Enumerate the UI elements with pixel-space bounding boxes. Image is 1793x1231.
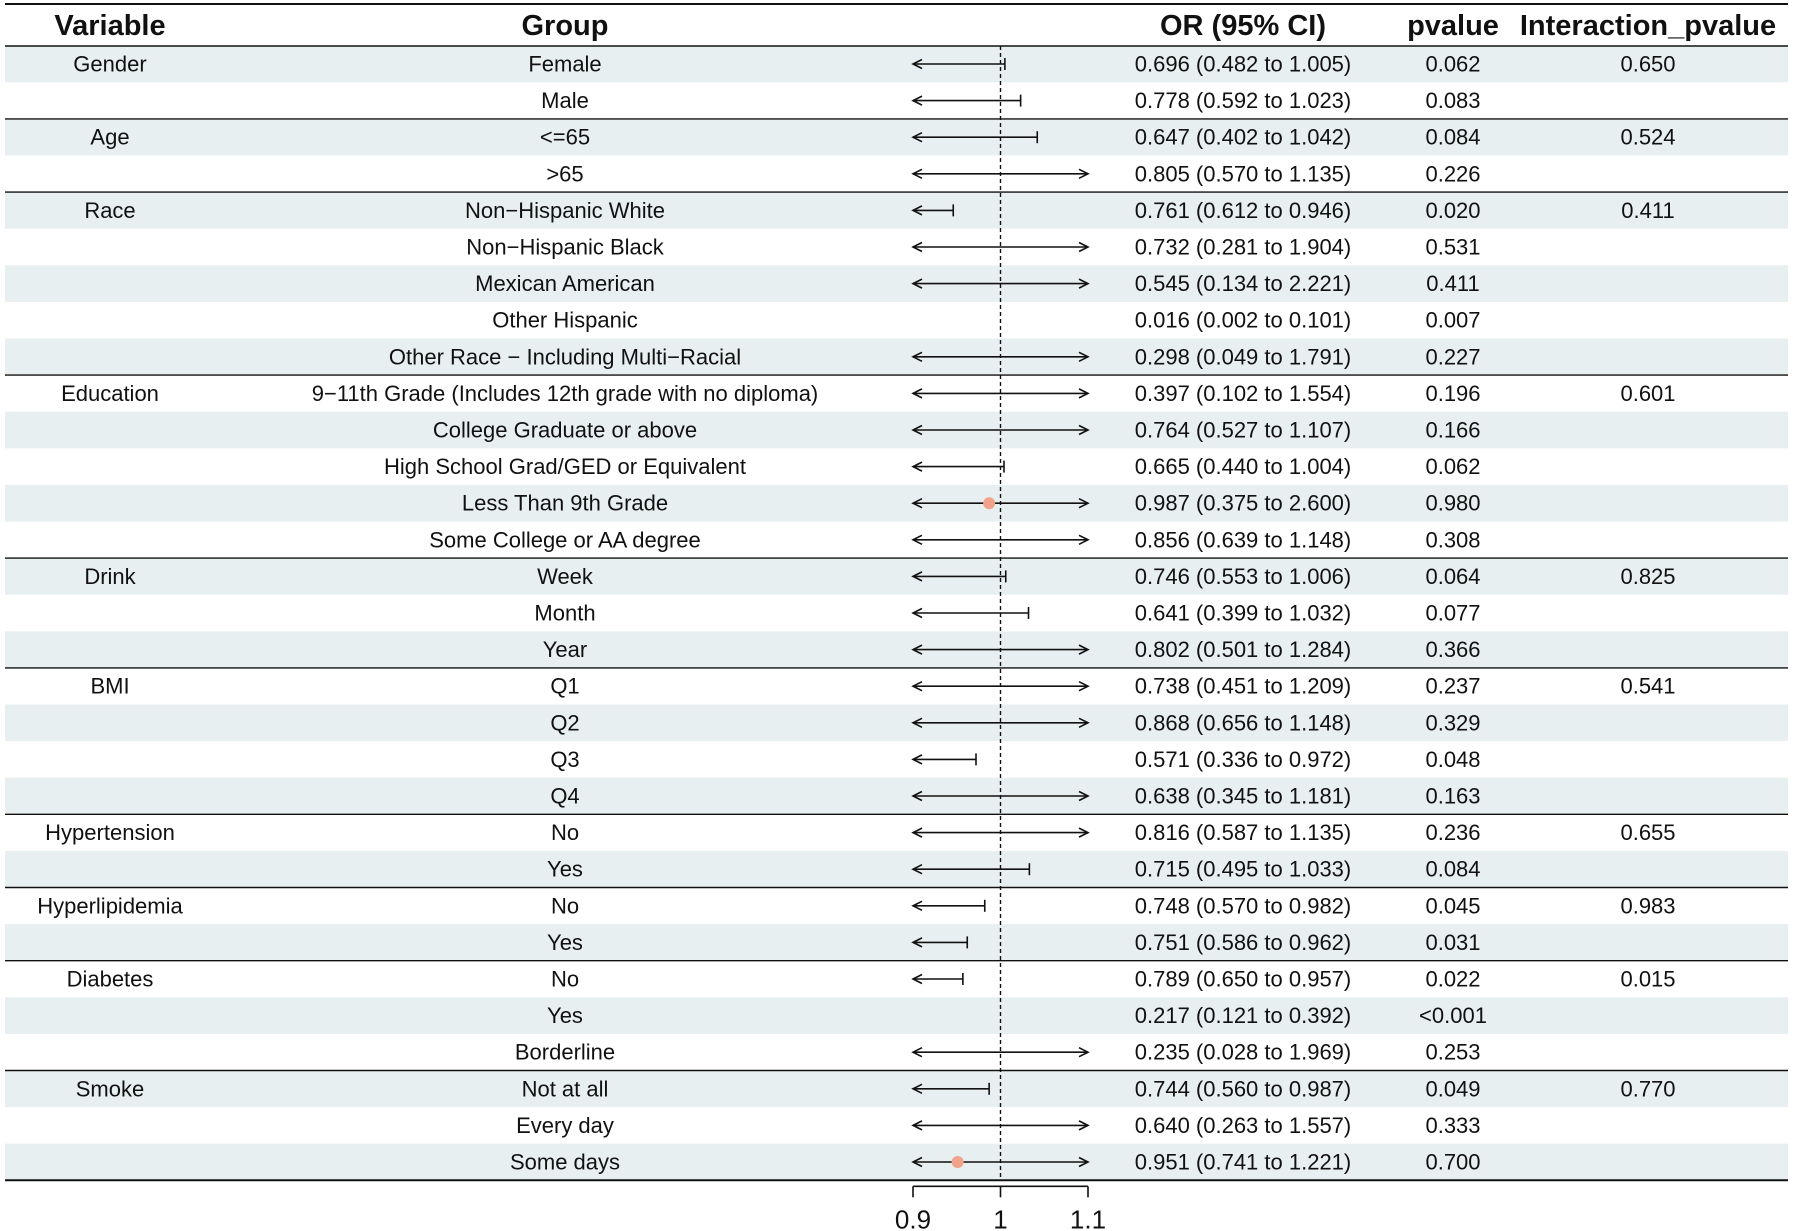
or-ci-text: 0.856 (0.639 to 1.148) [1134, 527, 1352, 553]
or-ci-text: 0.751 (0.586 to 0.962) [1134, 929, 1352, 955]
row-stripe [5, 997, 1788, 1034]
group-label: <=65 [539, 124, 591, 150]
group-label: Less Than 9th Grade [461, 490, 669, 516]
row-stripe [5, 192, 1788, 229]
or-ci-text: 0.638 (0.345 to 1.181) [1134, 783, 1352, 809]
group-label: No [550, 820, 580, 846]
group-label: Yes [547, 929, 583, 955]
group-label: 9−11th Grade (Includes 12th grade with no diploma) [311, 380, 819, 406]
or-ci-text: 0.816 (0.587 to 1.135) [1134, 820, 1352, 846]
pvalue-text: 0.366 [1425, 637, 1481, 663]
pvalue-text: 0.077 [1425, 600, 1481, 626]
or-ci-text: 0.397 (0.102 to 1.554) [1134, 380, 1352, 406]
or-ci-text: 0.805 (0.570 to 1.135) [1134, 161, 1352, 187]
or-point [983, 497, 995, 509]
row-stripe [5, 485, 1788, 522]
group-label: Year [542, 637, 588, 663]
or-ci-text: 0.217 (0.121 to 0.392) [1134, 1003, 1352, 1029]
interaction-pvalue: 0.601 [1620, 380, 1676, 406]
interaction-pvalue: 0.411 [1621, 197, 1675, 223]
pvalue-text: 0.253 [1425, 1039, 1481, 1065]
group-label: Week [537, 563, 593, 589]
group-label: Q3 [550, 746, 580, 772]
row-stripe [5, 631, 1788, 668]
group-label: Q2 [550, 710, 580, 736]
pvalue-text: <0.001 [1419, 1003, 1487, 1029]
group-label: Every day [516, 1112, 614, 1138]
row-stripe [5, 778, 1788, 815]
pvalue-text: 0.045 [1425, 893, 1481, 919]
pvalue-text: 0.048 [1425, 746, 1481, 772]
row-stripe [5, 1071, 1788, 1108]
row-stripe [5, 265, 1788, 302]
row-stripe [5, 119, 1788, 156]
pvalue-text: 0.237 [1425, 673, 1481, 699]
row-stripe [5, 851, 1788, 888]
variable-label: Age [90, 124, 130, 150]
or-ci-text: 0.868 (0.656 to 1.148) [1134, 710, 1352, 736]
group-label: Month [534, 600, 596, 626]
or-ci-text: 0.545 (0.134 to 2.221) [1134, 271, 1352, 297]
pvalue-text: 0.084 [1425, 124, 1481, 150]
interaction-pvalue: 0.524 [1620, 124, 1676, 150]
pvalue-text: 0.022 [1425, 966, 1481, 992]
header-pvalue: pvalue [1407, 10, 1499, 42]
group-label: Male [541, 88, 589, 114]
row-stripe [5, 1144, 1788, 1181]
pvalue-text: 0.020 [1425, 197, 1481, 223]
group-label: Female [528, 51, 602, 77]
pvalue-text: 0.031 [1425, 929, 1481, 955]
or-ci-text: 0.951 (0.741 to 1.221) [1134, 1149, 1352, 1175]
group-label: Other Hispanic [492, 307, 638, 333]
header-group: Group [521, 10, 609, 42]
pvalue-text: 0.236 [1425, 820, 1481, 846]
x-tick-label: 1 [993, 1204, 1008, 1231]
group-label: Q1 [550, 673, 580, 699]
variable-label: Race [84, 197, 136, 223]
header-or: OR (95% CI) [1160, 10, 1326, 42]
group-label: High School Grad/GED or Equivalent [384, 454, 746, 480]
or-ci-text: 0.738 (0.451 to 1.209) [1134, 673, 1352, 699]
x-tick-label: 1.1 [1069, 1204, 1107, 1231]
row-stripe [5, 705, 1788, 742]
or-ci-text: 0.641 (0.399 to 1.032) [1134, 600, 1352, 626]
pvalue-text: 0.064 [1425, 563, 1481, 589]
pvalue-text: 0.411 [1426, 271, 1480, 297]
or-ci-text: 0.987 (0.375 to 2.600) [1134, 490, 1352, 516]
interaction-pvalue: 0.825 [1620, 563, 1676, 589]
group-label: Some days [509, 1149, 621, 1175]
pvalue-text: 0.700 [1425, 1149, 1481, 1175]
row-stripe [5, 339, 1788, 376]
pvalue-text: 0.226 [1425, 161, 1481, 187]
group-label: Q4 [550, 783, 580, 809]
group-label: Other Race − Including Multi−Racial [388, 344, 742, 370]
header-variable: Variable [54, 10, 166, 42]
or-ci-text: 0.647 (0.402 to 1.042) [1134, 124, 1352, 150]
or-ci-text: 0.761 (0.612 to 0.946) [1134, 197, 1352, 223]
interaction-pvalue: 0.015 [1620, 966, 1676, 992]
or-ci-text: 0.746 (0.553 to 1.006) [1134, 563, 1352, 589]
or-ci-text: 0.665 (0.440 to 1.004) [1134, 454, 1352, 480]
group-label: College Graduate or above [432, 417, 698, 443]
or-ci-text: 0.789 (0.650 to 0.957) [1134, 966, 1352, 992]
group-label: >65 [546, 161, 584, 187]
group-label: No [550, 893, 580, 919]
group-label: Non−Hispanic White [465, 197, 665, 223]
row-stripe [5, 924, 1788, 961]
group-label: Some College or AA degree [429, 527, 701, 553]
row-stripe [5, 412, 1788, 449]
or-point [952, 1156, 964, 1168]
group-label: Borderline [514, 1039, 616, 1065]
variable-label: Smoke [75, 1076, 145, 1102]
variable-label: Drink [84, 563, 136, 589]
interaction-pvalue: 0.650 [1620, 51, 1676, 77]
interaction-pvalue: 0.770 [1620, 1076, 1676, 1102]
pvalue-text: 0.083 [1425, 88, 1481, 114]
pvalue-text: 0.196 [1425, 380, 1481, 406]
pvalue-text: 0.163 [1425, 783, 1481, 809]
or-ci-text: 0.016 (0.002 to 0.101) [1134, 307, 1352, 333]
pvalue-text: 0.166 [1425, 417, 1481, 443]
row-stripe [5, 46, 1788, 83]
or-ci-text: 0.744 (0.560 to 0.987) [1134, 1076, 1352, 1102]
variable-label: Gender [73, 51, 147, 77]
row-stripe [5, 558, 1788, 595]
group-label: Yes [547, 856, 583, 882]
pvalue-text: 0.333 [1425, 1112, 1481, 1138]
variable-label: BMI [90, 673, 130, 699]
x-tick-label: 0.9 [894, 1204, 932, 1231]
variable-label: Hyperlipidemia [37, 893, 183, 919]
or-ci-text: 0.715 (0.495 to 1.033) [1134, 856, 1352, 882]
or-ci-text: 0.235 (0.028 to 1.969) [1134, 1039, 1352, 1065]
pvalue-text: 0.308 [1425, 527, 1481, 553]
pvalue-text: 0.062 [1425, 51, 1481, 77]
or-ci-text: 0.802 (0.501 to 1.284) [1134, 637, 1352, 663]
or-ci-text: 0.764 (0.527 to 1.107) [1134, 417, 1352, 443]
or-ci-text: 0.732 (0.281 to 1.904) [1134, 234, 1352, 260]
group-label: Non−Hispanic Black [466, 234, 664, 260]
variable-label: Hypertension [45, 820, 175, 846]
header-interaction-pvalue: Interaction_pvalue [1519, 10, 1777, 42]
or-ci-text: 0.696 (0.482 to 1.005) [1134, 51, 1352, 77]
group-label: Mexican American [475, 271, 655, 297]
pvalue-text: 0.980 [1425, 490, 1481, 516]
pvalue-text: 0.531 [1425, 234, 1481, 260]
or-ci-text: 0.571 (0.336 to 0.972) [1134, 746, 1352, 772]
pvalue-text: 0.329 [1425, 710, 1481, 736]
pvalue-text: 0.227 [1425, 344, 1481, 370]
or-ci-text: 0.778 (0.592 to 1.023) [1134, 88, 1352, 114]
pvalue-text: 0.049 [1425, 1076, 1481, 1102]
or-ci-text: 0.748 (0.570 to 0.982) [1134, 893, 1352, 919]
variable-label: Education [61, 380, 159, 406]
group-label: No [550, 966, 580, 992]
group-label: Not at all [521, 1076, 609, 1102]
interaction-pvalue: 0.655 [1620, 820, 1676, 846]
pvalue-text: 0.084 [1425, 856, 1481, 882]
variable-label: Diabetes [66, 966, 154, 992]
group-label: Yes [547, 1003, 583, 1029]
interaction-pvalue: 0.541 [1620, 673, 1676, 699]
interaction-pvalue: 0.983 [1620, 893, 1676, 919]
pvalue-text: 0.007 [1425, 307, 1481, 333]
pvalue-text: 0.062 [1425, 454, 1481, 480]
or-ci-text: 0.640 (0.263 to 1.557) [1134, 1112, 1352, 1138]
or-ci-text: 0.298 (0.049 to 1.791) [1134, 344, 1352, 370]
